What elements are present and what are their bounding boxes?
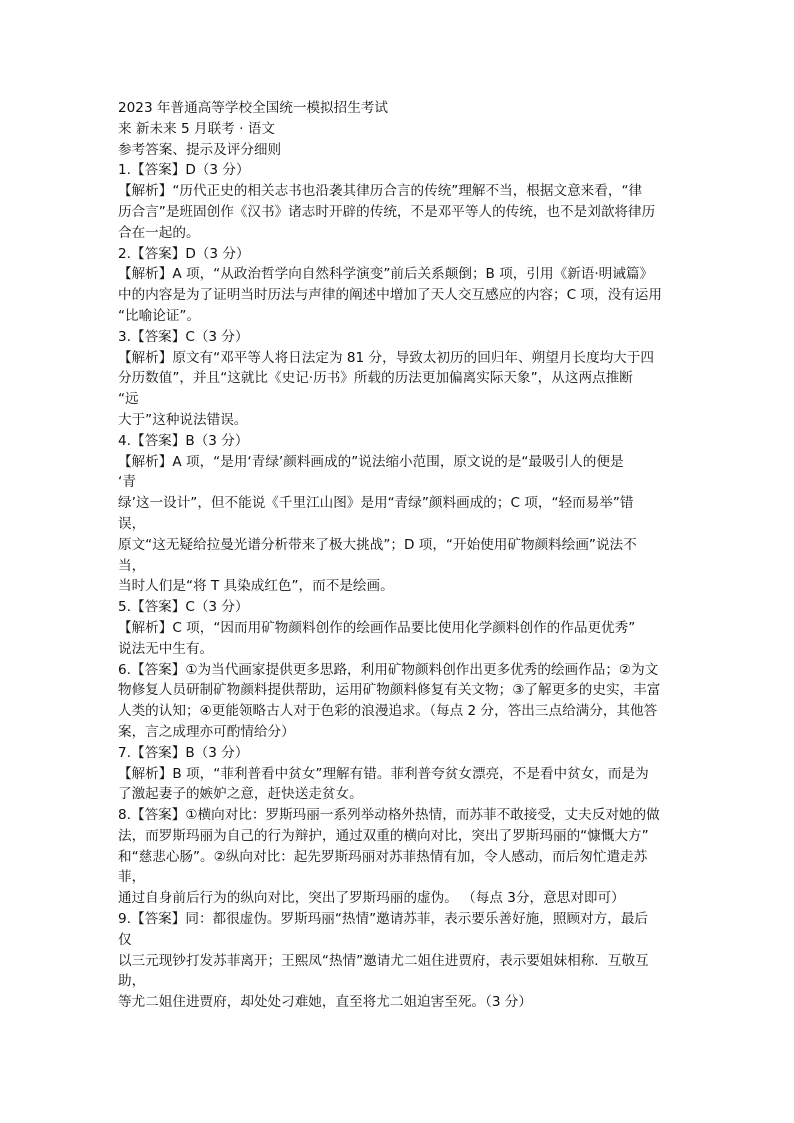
text-line: 助， — [118, 973, 146, 990]
text-line: 2.【答案】D（3 分） — [118, 245, 250, 262]
text-line: 【解析】A 项，“是用‘青绿’颜料画成的”说法缩小范围，原文说的是“最吸引人的便是 — [118, 453, 624, 470]
text-line: 物修复人员研制矿物颜料提供帮助，运用矿物颜料修复有关文物；③了解更多的史实，丰富 — [118, 682, 661, 699]
text-line: 菲， — [118, 869, 146, 886]
text-line: 【解析】A 项，“从政治哲学向自然科学演变”前后关系颠倒；B 项，引用《新语·明诫篇》 — [118, 266, 654, 283]
text-line: 7.【答案】B（3 分） — [118, 744, 249, 761]
text-line: 当， — [118, 557, 146, 574]
text-line: 法，而罗斯玛丽为自己的行为辩护，通过双重的横向对比，突出了罗斯玛丽的“慷慨大方” — [118, 827, 649, 844]
text-line: 6.【答案】①为当代画家提供更多思路，利用矿物颜料创作出更多优秀的绘画作品；②为文 — [118, 661, 659, 678]
text-line: 说法无中生有。 — [118, 640, 214, 657]
text-line: 人类的认知；④更能领略古人对于色彩的浪漫追求。（每点 2 分，答出三点给满分，其他答 — [118, 703, 658, 720]
text-line: 和“慈悲心肠”。②纵向对比：起先罗斯玛丽对苏菲热情有加，令人感动，而后匆忙遣走苏 — [118, 848, 648, 865]
text-line: 仅 — [118, 931, 132, 948]
text-line: 原文“这无疑给拉曼光谱分析带来了极大挑战”；D 项，“开始使用矿物颜料绘画”说法不 — [118, 536, 637, 553]
text-line: “比喻论证”。 — [118, 307, 201, 324]
text-line: 9.【答案】同：都很虚伪。罗斯玛丽“热情”邀请苏菲，表示要乐善好施，照顾对方，最后 — [118, 911, 649, 928]
text-line: 分历数值”，并且“这就比《史记·历书》所载的历法更加偏离实际天象”，从这两点推断 — [118, 370, 633, 387]
section-heading: 参考答案、提示及评分细则 — [118, 141, 282, 158]
text-line: 误， — [118, 515, 146, 532]
text-line: 合在一起的。 — [118, 224, 200, 241]
answer-body — [118, 160, 686, 1013]
text-line: 5.【答案】C（3 分） — [118, 599, 249, 616]
text-line: 【解析】C 项，“因而用矿物颜料创作的绘画作品要比使用化学颜料创作的作品更优秀” — [118, 619, 636, 636]
text-line: 历合言”是班固创作《汉书》诸志时开辟的传统，不是邓平等人的传统，也不是刘歆将律历 — [118, 203, 656, 220]
exam-title: 2023 年普通高等学校全国统一模拟招生考试 — [118, 100, 389, 116]
answer-sheet-document — [118, 98, 686, 1013]
text-line: 当时人们是“将 T 具染成红色”，而不是绘画。 — [118, 578, 394, 595]
text-line: 【解析】原文有“邓平等人将日法定为 81 分，导致太初历的回归年、朔望月长度均大于四 — [118, 349, 654, 366]
text-line: 3.【答案】C（3 分） — [118, 328, 249, 345]
exam-subtitle: 来 新未来 5 月联考 · 语文 — [118, 120, 275, 137]
text-line: 【解析】“历代正史的相关志书也沿袭其律历合言的传统”理解不当，根据文意来看，“律 — [118, 183, 643, 200]
text-line: 4.【答案】B（3 分） — [118, 432, 249, 449]
text-line: 了激起妻子的嫉妒之意，赶快送走贫女。 — [118, 786, 363, 803]
text-line: 大于”这种说法错误。 — [118, 411, 248, 428]
text-line: 【解析】B 项，“菲利普看中贫女”理解有错。菲利普夸贫女漂亮，不是看中贫女，而是为 — [118, 765, 649, 782]
text-line: 以三元现钞打发苏菲离开；王熙凤“热情”邀请尤二姐住进贾府，表示要姐妹相称．互敬互 — [118, 952, 649, 969]
text-line: 通过自身前后行为的纵向对比，突出了罗斯玛丽的虚伪。 （每点 3分，意思对即可） — [118, 890, 625, 907]
text-line: 中的内容是为了证明当时历法与声律的阐述中增加了天人交互感应的内容；C 项，没有运用 — [118, 287, 662, 304]
text-line: “远 — [118, 391, 139, 408]
text-line: 案，言之成理亦可酌情给分） — [118, 723, 295, 740]
text-line: 8.【答案】①横向对比：罗斯玛丽一系列举动格外热情，而苏菲不敢接受，丈夫反对她的做 — [118, 807, 660, 824]
text-line: 绿’这一设计”，但不能说《千里江山图》是用“青绿”颜料画成的；C 项，“轻而易举”错 — [118, 495, 634, 512]
text-line: 1.【答案】D（3 分） — [118, 162, 250, 179]
text-line: 等尤二姐住进贾府，却处处刁难她，直至将尤二姐迫害至死。（3 分） — [118, 994, 532, 1011]
text-line: ‘青 — [118, 474, 136, 491]
